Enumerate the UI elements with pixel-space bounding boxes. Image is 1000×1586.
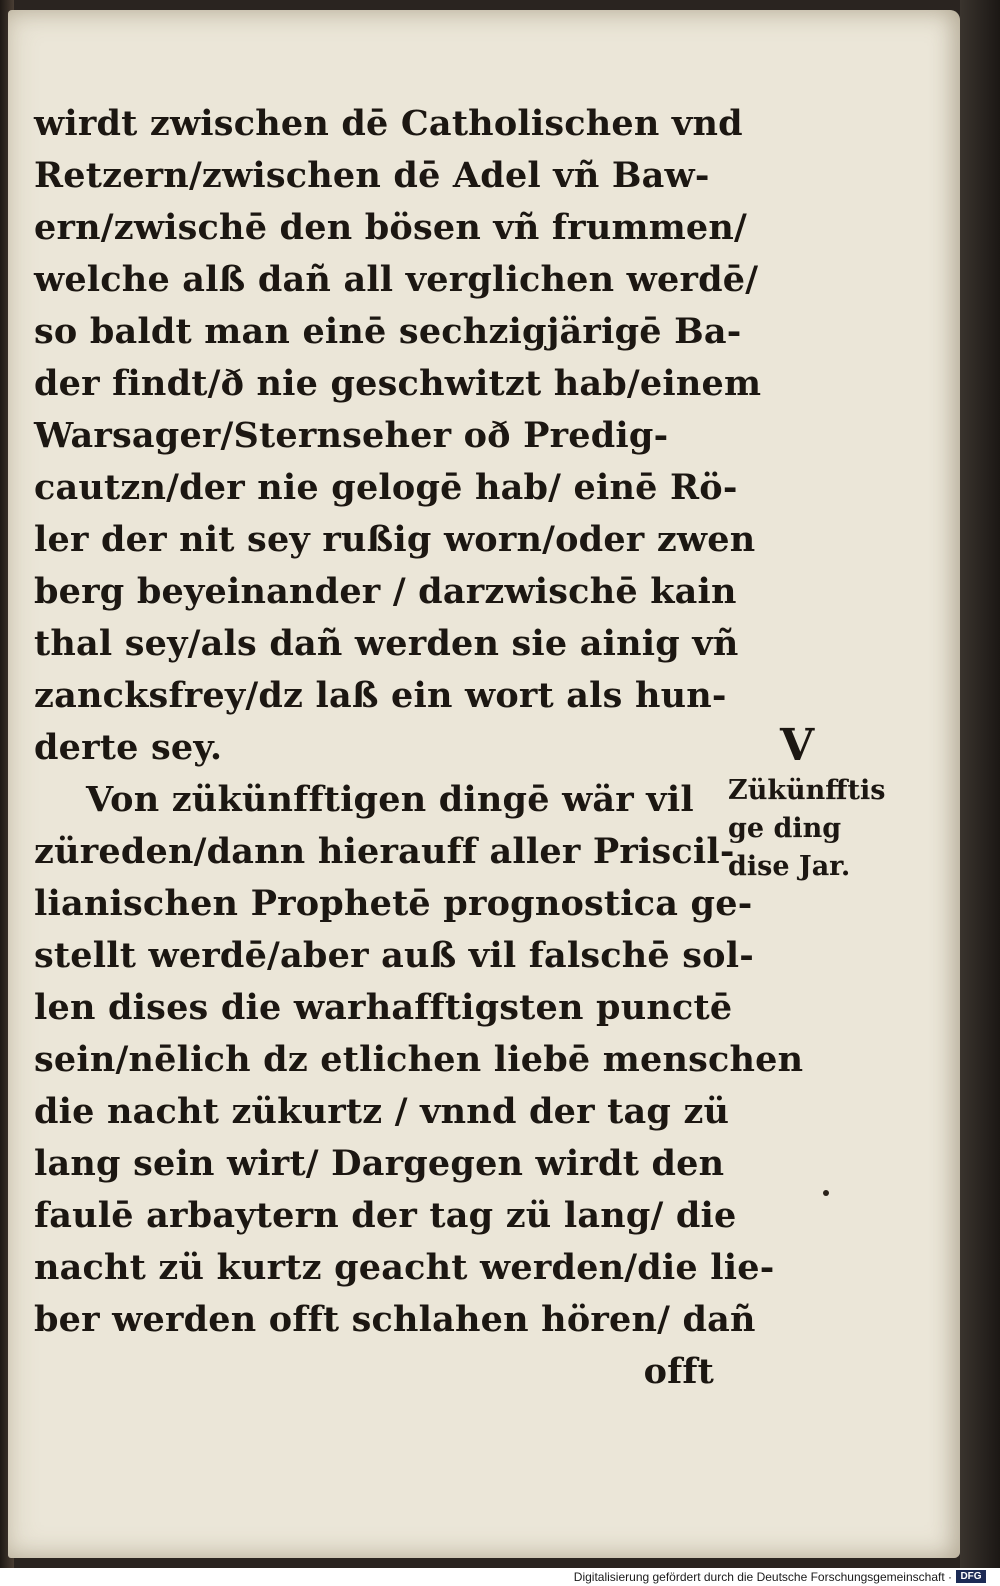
catchword: offt	[643, 1351, 714, 1392]
text-line: thal sey/als dañ werden sie ainig vñ	[34, 623, 739, 664]
text-line: zancksfrey/dz laß ein wort als hun-	[34, 675, 727, 716]
text-line: die nacht zükurtz / vnnd der tag zü	[34, 1091, 730, 1132]
text-line: stellt werdē/aber auß vil falschē sol-	[34, 935, 754, 976]
footer-credit: Digitalisierung gefördert durch die Deutsche Forschungsgemeinschaft ·	[573, 1570, 952, 1584]
text-line: der findt/ð nie geschwitzt hab/einem	[34, 363, 762, 404]
text-line: len dises die warhafftigsten punctē	[34, 987, 733, 1028]
text-line: wirdt zwischen dē Catholischen vnd	[34, 103, 743, 144]
text-line: ler der nit sey rußig worn/oder zwen	[34, 519, 756, 560]
margin-initial: V	[780, 720, 815, 771]
text-line: nacht zü kurtz geacht werden/die lie-	[34, 1247, 775, 1288]
margin-note-line: ge ding	[728, 813, 842, 844]
dfg-logo: DFG	[956, 1570, 986, 1583]
footer-bar	[0, 1568, 1000, 1586]
text-line: Warsager/Sternseher oð Predig-	[34, 415, 669, 456]
text-line: züreden/dann hierauff aller Priscil-	[34, 831, 735, 872]
text-line: ern/zwischē den bösen vñ frummen/	[34, 207, 748, 248]
margin-note	[728, 720, 898, 886]
text-line: berg beyeinander / darzwischē kain	[34, 571, 737, 612]
paragraph-start-line: Von zükünfftigen dingē wär vil	[86, 779, 694, 820]
text-line: ber werden offt schlahen hören/ dañ	[34, 1299, 756, 1340]
text-line: lang sein wirt/ Dargegen wirdt den	[34, 1143, 725, 1184]
text-line: lianischen Prophetē prognostica ge-	[34, 883, 753, 924]
margin-note-line: Zükünfftis	[728, 775, 886, 806]
text-line: welche alß dañ all verglichen werdē/	[34, 259, 759, 300]
text-line: so baldt man einē sechzigjärigē Ba-	[34, 311, 742, 352]
text-line: cautzn/der nie gelogē hab/ einē Rö-	[34, 467, 738, 508]
ink-dot	[823, 1190, 829, 1196]
page-stack-edge	[960, 0, 1000, 1568]
margin-note-line: dise Jar.	[728, 851, 851, 882]
text-line: derte sey.	[34, 727, 223, 768]
text-line: Retzern/zwischen dē Adel vñ Baw-	[34, 155, 710, 196]
text-line: faulē arbaytern der tag zü lang/ die	[34, 1195, 737, 1236]
text-line: sein/nēlich dz etlichen liebē menschen	[34, 1039, 804, 1080]
margin-note-lines	[728, 772, 898, 886]
